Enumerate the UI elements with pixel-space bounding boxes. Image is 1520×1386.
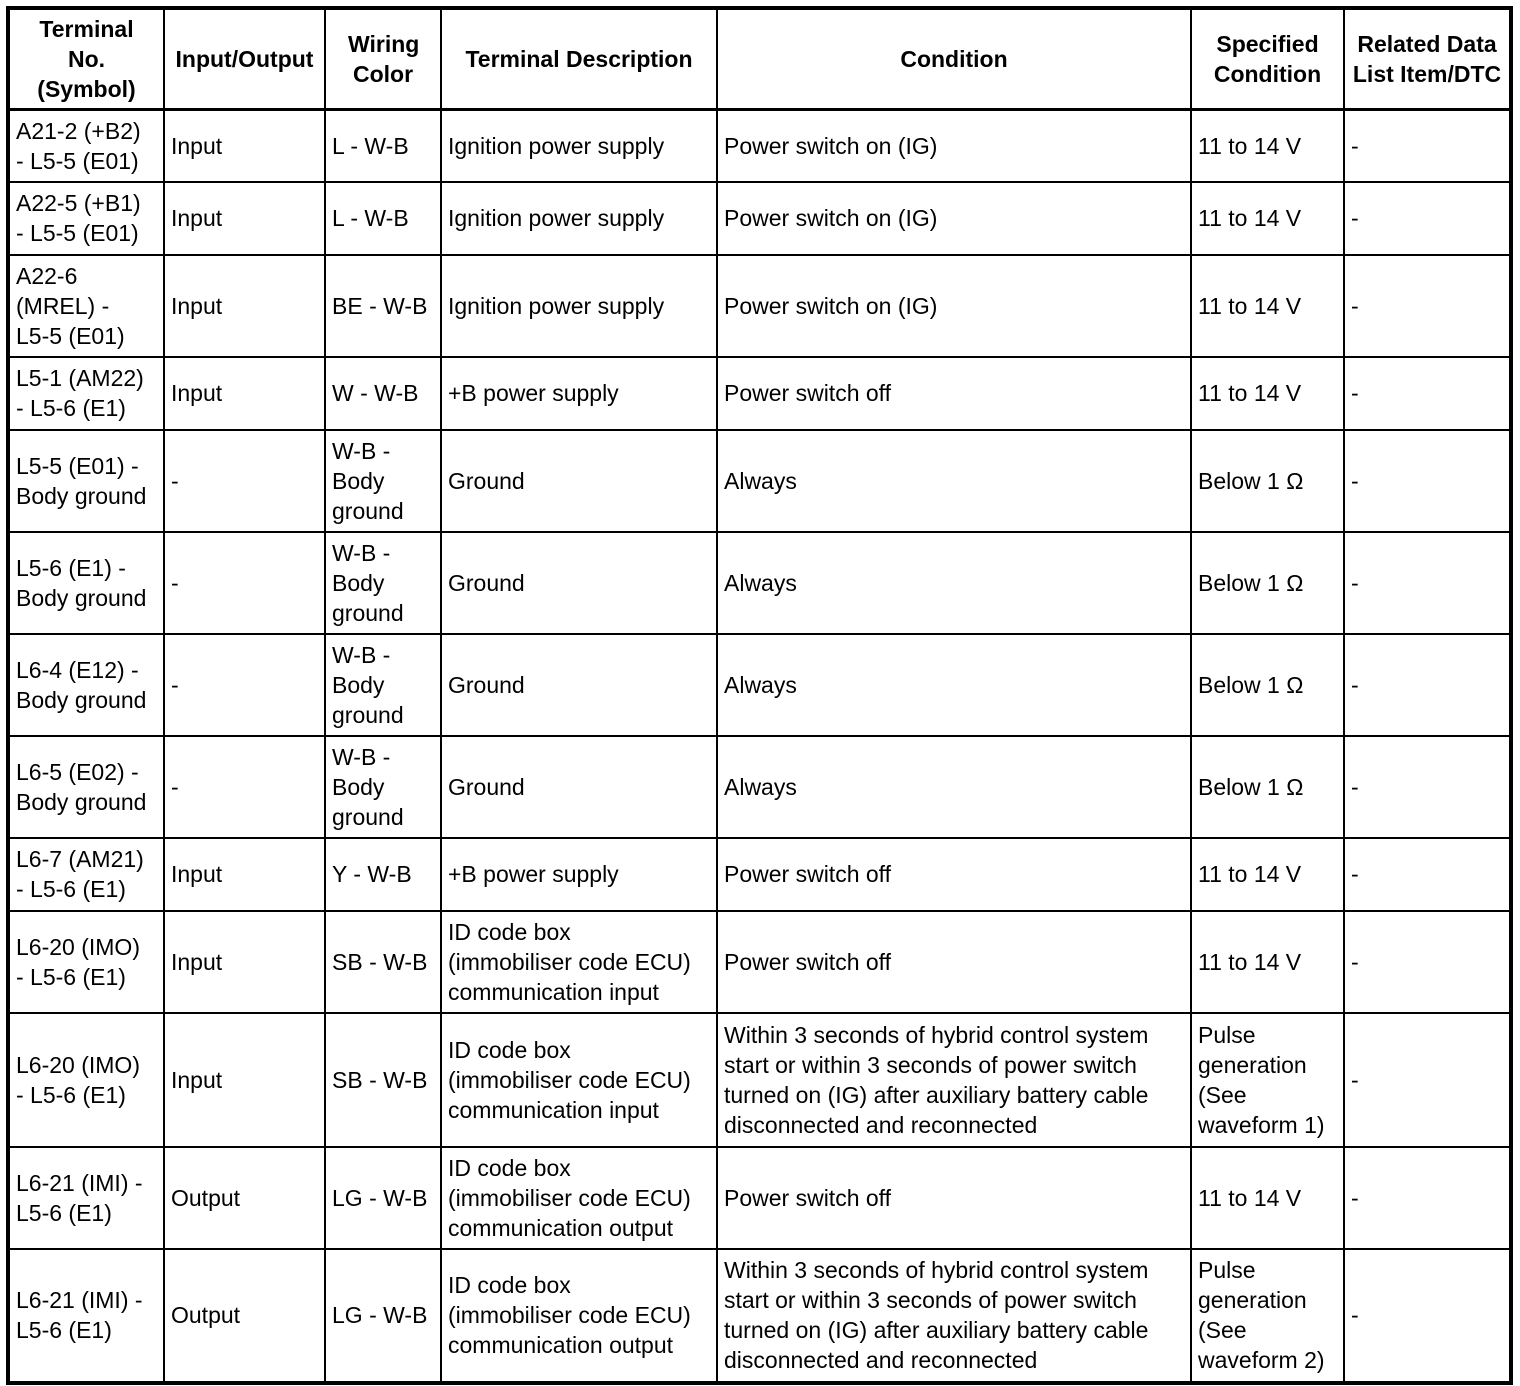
cell-specified: 11 to 14 V xyxy=(1191,255,1344,357)
cell-terminal: L5-6 (E1) - Body ground xyxy=(8,532,164,634)
cell-related: - xyxy=(1344,430,1511,532)
cell-wiring: LG - W-B xyxy=(325,1147,441,1249)
cell-specified: 11 to 14 V xyxy=(1191,1147,1344,1249)
cell-specified: 11 to 14 V xyxy=(1191,357,1344,430)
table-row xyxy=(8,430,1511,532)
header-input-output: Input/Output xyxy=(164,8,325,110)
table-row xyxy=(8,532,1511,634)
cell-terminal: A22-5 (+B1) - L5-5 (E01) xyxy=(8,182,164,255)
cell-terminal: L6-7 (AM21) - L5-6 (E1) xyxy=(8,838,164,911)
cell-condition: Power switch off xyxy=(717,1147,1191,1249)
cell-related: - xyxy=(1344,838,1511,911)
cell-description: +B power supply xyxy=(441,357,717,430)
cell-description: Ground xyxy=(441,736,717,838)
cell-description: Ignition power supply xyxy=(441,255,717,357)
cell-io: Output xyxy=(164,1147,325,1249)
cell-related: - xyxy=(1344,634,1511,736)
cell-wiring: SB - W-B xyxy=(325,1013,441,1147)
cell-condition: Always xyxy=(717,532,1191,634)
cell-specified: 11 to 14 V xyxy=(1191,911,1344,1013)
cell-description: Ground xyxy=(441,634,717,736)
cell-related: - xyxy=(1344,1249,1511,1383)
cell-wiring: W-B - Body ground xyxy=(325,634,441,736)
table-row xyxy=(8,110,1511,182)
cell-description: ID code box (immobiliser code ECU) communication output xyxy=(441,1249,717,1383)
cell-related: - xyxy=(1344,532,1511,634)
cell-wiring: LG - W-B xyxy=(325,1249,441,1383)
cell-specified: 11 to 14 V xyxy=(1191,182,1344,255)
table-row xyxy=(8,634,1511,736)
cell-specified: Below 1 Ω xyxy=(1191,736,1344,838)
cell-terminal: L6-20 (IMO) - L5-6 (E1) xyxy=(8,1013,164,1147)
cell-condition: Always xyxy=(717,736,1191,838)
cell-condition: Power switch on (IG) xyxy=(717,255,1191,357)
cell-related: - xyxy=(1344,1147,1511,1249)
cell-condition: Power switch off xyxy=(717,838,1191,911)
cell-specified: 11 to 14 V xyxy=(1191,838,1344,911)
cell-io: Input xyxy=(164,911,325,1013)
cell-related: - xyxy=(1344,1013,1511,1147)
table-row xyxy=(8,1249,1511,1383)
table-row xyxy=(8,838,1511,911)
cell-condition: Power switch on (IG) xyxy=(717,110,1191,182)
cell-specified: Pulse generation (See waveform 1) xyxy=(1191,1013,1344,1147)
cell-terminal: L6-21 (IMI) - L5-6 (E1) xyxy=(8,1147,164,1249)
cell-terminal: L5-5 (E01) - Body ground xyxy=(8,430,164,532)
cell-specified: Below 1 Ω xyxy=(1191,532,1344,634)
cell-io: Output xyxy=(164,1249,325,1383)
cell-description: Ignition power supply xyxy=(441,110,717,182)
header-wiring-color: Wiring Color xyxy=(325,8,441,110)
cell-wiring: Y - W-B xyxy=(325,838,441,911)
cell-terminal: L5-1 (AM22) - L5-6 (E1) xyxy=(8,357,164,430)
cell-specified: Below 1 Ω xyxy=(1191,430,1344,532)
cell-io: Input xyxy=(164,182,325,255)
cell-related: - xyxy=(1344,110,1511,182)
table-row xyxy=(8,1147,1511,1249)
table-row xyxy=(8,357,1511,430)
cell-io: - xyxy=(164,430,325,532)
cell-io: - xyxy=(164,634,325,736)
cell-wiring: L - W-B xyxy=(325,110,441,182)
cell-io: Input xyxy=(164,838,325,911)
cell-wiring: L - W-B xyxy=(325,182,441,255)
table-row xyxy=(8,736,1511,838)
cell-description: Ground xyxy=(441,430,717,532)
cell-io: - xyxy=(164,736,325,838)
table-row xyxy=(8,911,1511,1013)
cell-io: Input xyxy=(164,357,325,430)
cell-io: - xyxy=(164,532,325,634)
cell-condition: Power switch off xyxy=(717,911,1191,1013)
cell-terminal: L6-20 (IMO) - L5-6 (E1) xyxy=(8,911,164,1013)
cell-wiring: BE - W-B xyxy=(325,255,441,357)
cell-condition: Power switch off xyxy=(717,357,1191,430)
cell-terminal: A21-2 (+B2) - L5-5 (E01) xyxy=(8,110,164,182)
cell-wiring: W-B - Body ground xyxy=(325,532,441,634)
table-row xyxy=(8,255,1511,357)
cell-specified: Pulse generation (See waveform 2) xyxy=(1191,1249,1344,1383)
cell-description: ID code box (immobiliser code ECU) communication input xyxy=(441,1013,717,1147)
header-condition: Condition xyxy=(717,8,1191,110)
cell-related: - xyxy=(1344,255,1511,357)
cell-condition: Within 3 seconds of hybrid control system start or within 3 seconds of power switch turned on (IG) after auxiliary battery cable disconnected and reconnected xyxy=(717,1013,1191,1147)
header-terminal-no: Terminal No. (Symbol) xyxy=(8,8,164,110)
cell-specified: 11 to 14 V xyxy=(1191,110,1344,182)
cell-condition: Always xyxy=(717,430,1191,532)
header-specified-condition: Specified Condition xyxy=(1191,8,1344,110)
cell-specified: Below 1 Ω xyxy=(1191,634,1344,736)
cell-description: +B power supply xyxy=(441,838,717,911)
cell-terminal: L6-21 (IMI) - L5-6 (E1) xyxy=(8,1249,164,1383)
cell-condition: Always xyxy=(717,634,1191,736)
terminal-spec-table xyxy=(6,6,1513,1385)
cell-condition: Within 3 seconds of hybrid control system start or within 3 seconds of power switch turned on (IG) after auxiliary battery cable disconnected and reconnected xyxy=(717,1249,1191,1383)
cell-description: ID code box (immobiliser code ECU) communication output xyxy=(441,1147,717,1249)
table-row xyxy=(8,182,1511,255)
cell-io: Input xyxy=(164,110,325,182)
table-row xyxy=(8,1013,1511,1147)
cell-description: Ignition power supply xyxy=(441,182,717,255)
cell-related: - xyxy=(1344,736,1511,838)
cell-related: - xyxy=(1344,182,1511,255)
table-header-row xyxy=(8,8,1511,110)
cell-wiring: W-B - Body ground xyxy=(325,736,441,838)
cell-terminal: L6-4 (E12) - Body ground xyxy=(8,634,164,736)
header-related-data-list: Related Data List Item/DTC xyxy=(1344,8,1511,110)
cell-description: ID code box (immobiliser code ECU) communication input xyxy=(441,911,717,1013)
cell-description: Ground xyxy=(441,532,717,634)
cell-io: Input xyxy=(164,1013,325,1147)
cell-wiring: SB - W-B xyxy=(325,911,441,1013)
cell-terminal: L6-5 (E02) - Body ground xyxy=(8,736,164,838)
cell-related: - xyxy=(1344,911,1511,1013)
cell-wiring: W - W-B xyxy=(325,357,441,430)
cell-terminal: A22-6 (MREL) - L5-5 (E01) xyxy=(8,255,164,357)
cell-wiring: W-B - Body ground xyxy=(325,430,441,532)
cell-condition: Power switch on (IG) xyxy=(717,182,1191,255)
header-terminal-description: Terminal Description xyxy=(441,8,717,110)
cell-related: - xyxy=(1344,357,1511,430)
cell-io: Input xyxy=(164,255,325,357)
terminal-spec-table-container xyxy=(6,6,1513,1385)
